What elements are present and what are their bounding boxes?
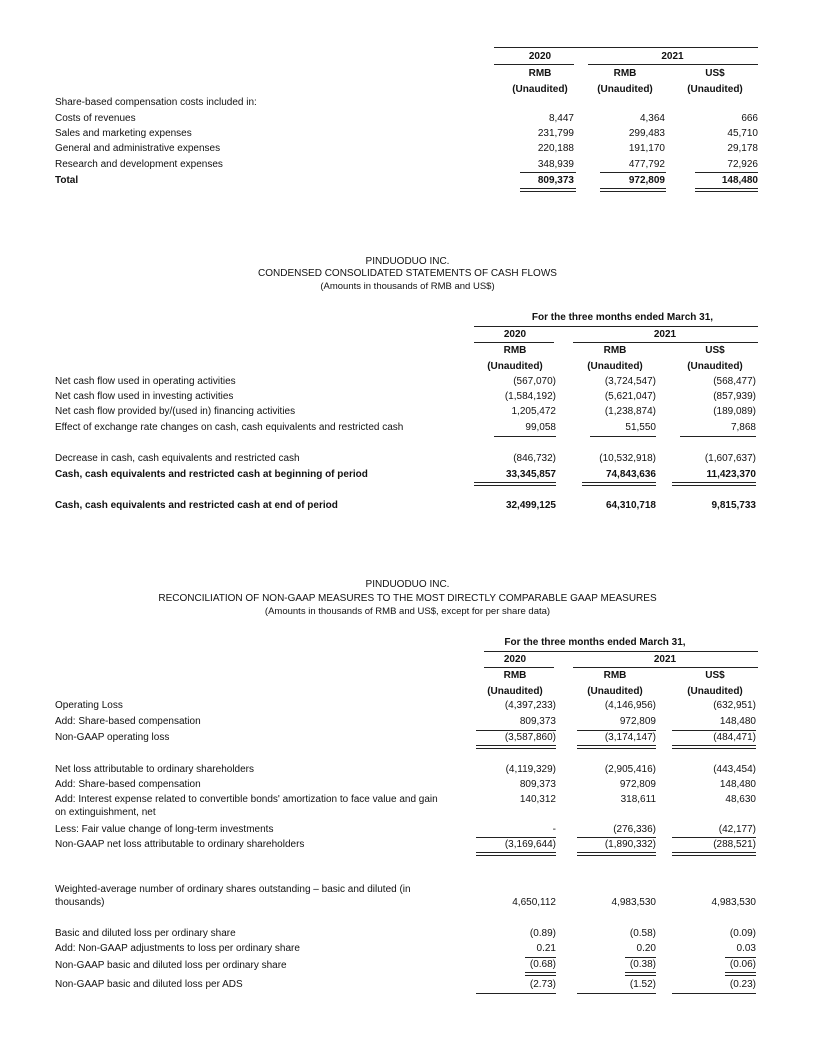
sbc-row-2021: 4,364 (639, 113, 665, 124)
recon-unaud-1: (Unaudited) (487, 686, 543, 697)
recon-row-label: Add: Interest expense related to convertible bonds' amortization to face value and gain (55, 794, 438, 805)
recon-row-label: Operating Loss (55, 700, 123, 711)
cashflow-row-2020: 1,205,472 (511, 406, 556, 417)
sbc-total-2020: 809,373 (537, 175, 574, 186)
cashflow-row-2020: (846,732) (513, 453, 556, 464)
sbc-unaud-1: (Unaudited) (512, 84, 568, 95)
recon-row-label: Add: Share-based compensation (55, 779, 201, 790)
recon-row-label: Less: Fair value change of long-term investments (55, 824, 274, 835)
recon-row-2021: (1.52) (629, 979, 656, 990)
recon-cur-2020: RMB (503, 670, 527, 681)
cashflow-unaud-1: (Unaudited) (487, 361, 543, 372)
sbc-row-label: Costs of revenues (55, 113, 136, 124)
sbc-year-2021: 2021 (661, 51, 684, 62)
cashflow-end-usd: 9,815,733 (711, 500, 756, 511)
cashflow-row-label: Cash, cash equivalents and restricted cash at beginning of period (55, 469, 368, 480)
recon-row-usd: (0.23) (729, 979, 756, 990)
recon-row-label: Weighted-average number of ordinary shares outstanding – basic and diluted (in (55, 884, 411, 895)
cashflow-row-label: Net cash flow used in investing activities (55, 391, 234, 402)
cashflow-row-2021: 51,550 (625, 422, 656, 433)
recon-row-2020: - (552, 824, 556, 835)
recon-row-label: Add: Share-based compensation (55, 716, 201, 727)
recon-row-2020: 4,650,112 (512, 897, 556, 908)
sbc-intro: Share-based compensation costs included in: (55, 97, 257, 108)
recon-row-2021: 318,611 (620, 794, 656, 805)
recon-row-label: Non-GAAP operating loss (55, 732, 170, 743)
sbc-row-label: General and administrative expenses (55, 143, 221, 154)
recon-row-label-cont: on extinguishment, net (55, 807, 156, 818)
recon-row-label-cont: thousands) (55, 897, 105, 908)
sbc-row-usd: 666 (741, 113, 758, 124)
recon-row-2020: 0.21 (536, 943, 556, 954)
cashflow-row-label: Net cash flow provided by/(used in) financing activities (55, 406, 296, 417)
sbc-total-usd: 148,480 (721, 175, 758, 186)
cashflow-row-2021: (1,238,874) (604, 406, 656, 417)
sbc-year-2020: 2020 (528, 51, 552, 62)
recon-row-usd: 148,480 (719, 779, 756, 790)
recon-year-2020: 2020 (503, 654, 527, 665)
cashflow-unaud-3: (Unaudited) (687, 361, 743, 372)
recon-cur-2021: RMB (603, 670, 627, 681)
sbc-row-2020: 220,188 (537, 143, 574, 154)
recon-row-2020: (0.68) (529, 959, 556, 970)
recon-subtitle: (Amounts in thousands of RMB and US$, except for per share data) (264, 606, 551, 617)
recon-row-usd: (0.06) (729, 959, 756, 970)
cashflow-row-2021: (5,621,047) (604, 391, 656, 402)
cashflow-row-2021: (10,532,918) (599, 453, 656, 464)
recon-row-usd: 148,480 (719, 716, 756, 727)
recon-row-label: Non-GAAP basic and diluted loss per ADS (55, 979, 243, 990)
cashflow-cur-2021: RMB (603, 345, 627, 356)
recon-row-2021: (2,905,416) (604, 764, 656, 775)
recon-row-2021: (276,336) (613, 824, 656, 835)
recon-row-2020: 140,312 (519, 794, 556, 805)
recon-row-usd: (42,177) (718, 824, 756, 835)
cashflow-year-2020: 2020 (503, 329, 527, 340)
sbc-row-2020: 8,447 (548, 113, 574, 124)
sbc-unaud-3: (Unaudited) (687, 84, 743, 95)
cashflow-end-2021: 64,310,718 (605, 500, 656, 511)
cashflow-row-2020: 33,345,857 (505, 469, 556, 480)
recon-row-2020: (4,119,329) (505, 764, 556, 775)
sbc-row-usd: 45,710 (727, 128, 758, 139)
cashflow-row-2021: 74,843,636 (605, 469, 656, 480)
recon-row-label: Basic and diluted loss per ordinary share (55, 928, 236, 939)
recon-row-usd: 4,983,530 (711, 897, 756, 908)
recon-row-2021: 972,809 (619, 779, 656, 790)
recon-unaud-2: (Unaudited) (587, 686, 643, 697)
sbc-row-label: Sales and marketing expenses (55, 128, 192, 139)
cashflow-row-label: Net cash flow used in operating activities (55, 376, 236, 387)
cashflow-cur-2020: RMB (503, 345, 527, 356)
sbc-row-2021: 477,792 (628, 159, 665, 170)
recon-company: PINDUODUO INC. (365, 579, 450, 590)
sbc-total-label: Total (55, 175, 79, 186)
cashflow-row-usd: (189,089) (713, 406, 756, 417)
cashflow-subtitle: (Amounts in thousands of RMB and US$) (320, 281, 495, 292)
recon-row-2021: (4,146,956) (604, 700, 656, 711)
cashflow-company: PINDUODUO INC. (365, 256, 450, 267)
cashflow-row-usd: (568,477) (713, 376, 756, 387)
cashflow-row-2020: (567,070) (513, 376, 556, 387)
recon-year-2021: 2021 (653, 654, 677, 665)
recon-row-2021: (3,174,147) (604, 732, 656, 743)
cashflow-unaud-2: (Unaudited) (587, 361, 643, 372)
sbc-total-2021: 972,809 (628, 175, 665, 186)
sbc-unaud-2: (Unaudited) (597, 84, 653, 95)
cashflow-row-usd: (857,939) (713, 391, 756, 402)
recon-row-2021: (1,890,332) (604, 839, 656, 850)
recon-unaud-3: (Unaudited) (687, 686, 743, 697)
cashflow-cur-usd: US$ (705, 345, 725, 356)
sbc-row-2020: 348,939 (537, 159, 574, 170)
sbc-row-2020: 231,799 (537, 128, 574, 139)
recon-row-usd: (484,471) (713, 732, 756, 743)
cashflow-end-label: Cash, cash equivalents and restricted cash at end of period (55, 500, 338, 511)
cashflow-row-usd: (1,607,637) (704, 453, 756, 464)
recon-row-label: Net loss attributable to ordinary shareholders (55, 764, 254, 775)
recon-row-2020: (0.89) (529, 928, 556, 939)
sbc-row-usd: 72,926 (727, 159, 758, 170)
cashflow-row-label: Decrease in cash, cash equivalents and restricted cash (55, 453, 300, 464)
recon-row-2021: (0.38) (629, 959, 656, 970)
recon-row-usd: (0.09) (729, 928, 756, 939)
recon-row-2020: (2.73) (529, 979, 556, 990)
recon-row-label: Non-GAAP net loss attributable to ordinary shareholders (55, 839, 305, 850)
sbc-cur-usd: US$ (705, 68, 725, 79)
recon-row-2021: 972,809 (619, 716, 656, 727)
sbc-row-usd: 29,178 (727, 143, 758, 154)
sbc-cur-2021: RMB (613, 68, 637, 79)
cashflow-row-2020: (1,584,192) (504, 391, 556, 402)
cashflow-row-2021: (3,724,547) (604, 376, 656, 387)
sbc-row-2021: 191,170 (628, 143, 665, 154)
recon-row-usd: 48,630 (725, 794, 756, 805)
cashflow-period: For the three months ended March 31, (531, 312, 714, 323)
cashflow-row-2020: 99,058 (525, 422, 556, 433)
cashflow-end-2020: 32,499,125 (505, 500, 556, 511)
sbc-cur-2020: RMB (528, 68, 552, 79)
sbc-row-label: Research and development expenses (55, 159, 223, 170)
recon-row-usd: (632,951) (713, 700, 756, 711)
recon-row-2021: (0.58) (629, 928, 656, 939)
recon-row-label: Non-GAAP basic and diluted loss per ordinary share (55, 960, 287, 971)
cashflow-title: CONDENSED CONSOLIDATED STATEMENTS OF CASH FLOWS (258, 268, 557, 279)
recon-row-2021: 4,983,530 (611, 897, 656, 908)
cashflow-row-usd: 11,423,370 (706, 469, 756, 480)
recon-title: RECONCILIATION OF NON-GAAP MEASURES TO THE MOST DIRECTLY COMPARABLE GAAP MEASURES (158, 593, 657, 604)
cashflow-year-2021: 2021 (653, 329, 677, 340)
sbc-row-2021: 299,483 (628, 128, 665, 139)
recon-row-2020: 809,373 (519, 716, 556, 727)
recon-row-2021: 0.20 (636, 943, 656, 954)
recon-row-label: Add: Non-GAAP adjustments to loss per ordinary share (55, 943, 300, 954)
recon-cur-usd: US$ (705, 670, 725, 681)
recon-row-2020: (4,397,233) (504, 700, 556, 711)
recon-row-usd: 0.03 (736, 943, 756, 954)
cashflow-row-usd: 7,868 (730, 422, 756, 433)
recon-row-2020: (3,587,860) (504, 732, 556, 743)
recon-period: For the three months ended March 31, (504, 637, 686, 648)
cashflow-row-label: Effect of exchange rate changes on cash, cash equivalents and restricted cash (55, 422, 404, 433)
recon-row-2020: 809,373 (519, 779, 556, 790)
recon-row-usd: (443,454) (713, 764, 756, 775)
recon-row-2020: (3,169,644) (504, 839, 556, 850)
recon-row-usd: (288,521) (713, 839, 756, 850)
